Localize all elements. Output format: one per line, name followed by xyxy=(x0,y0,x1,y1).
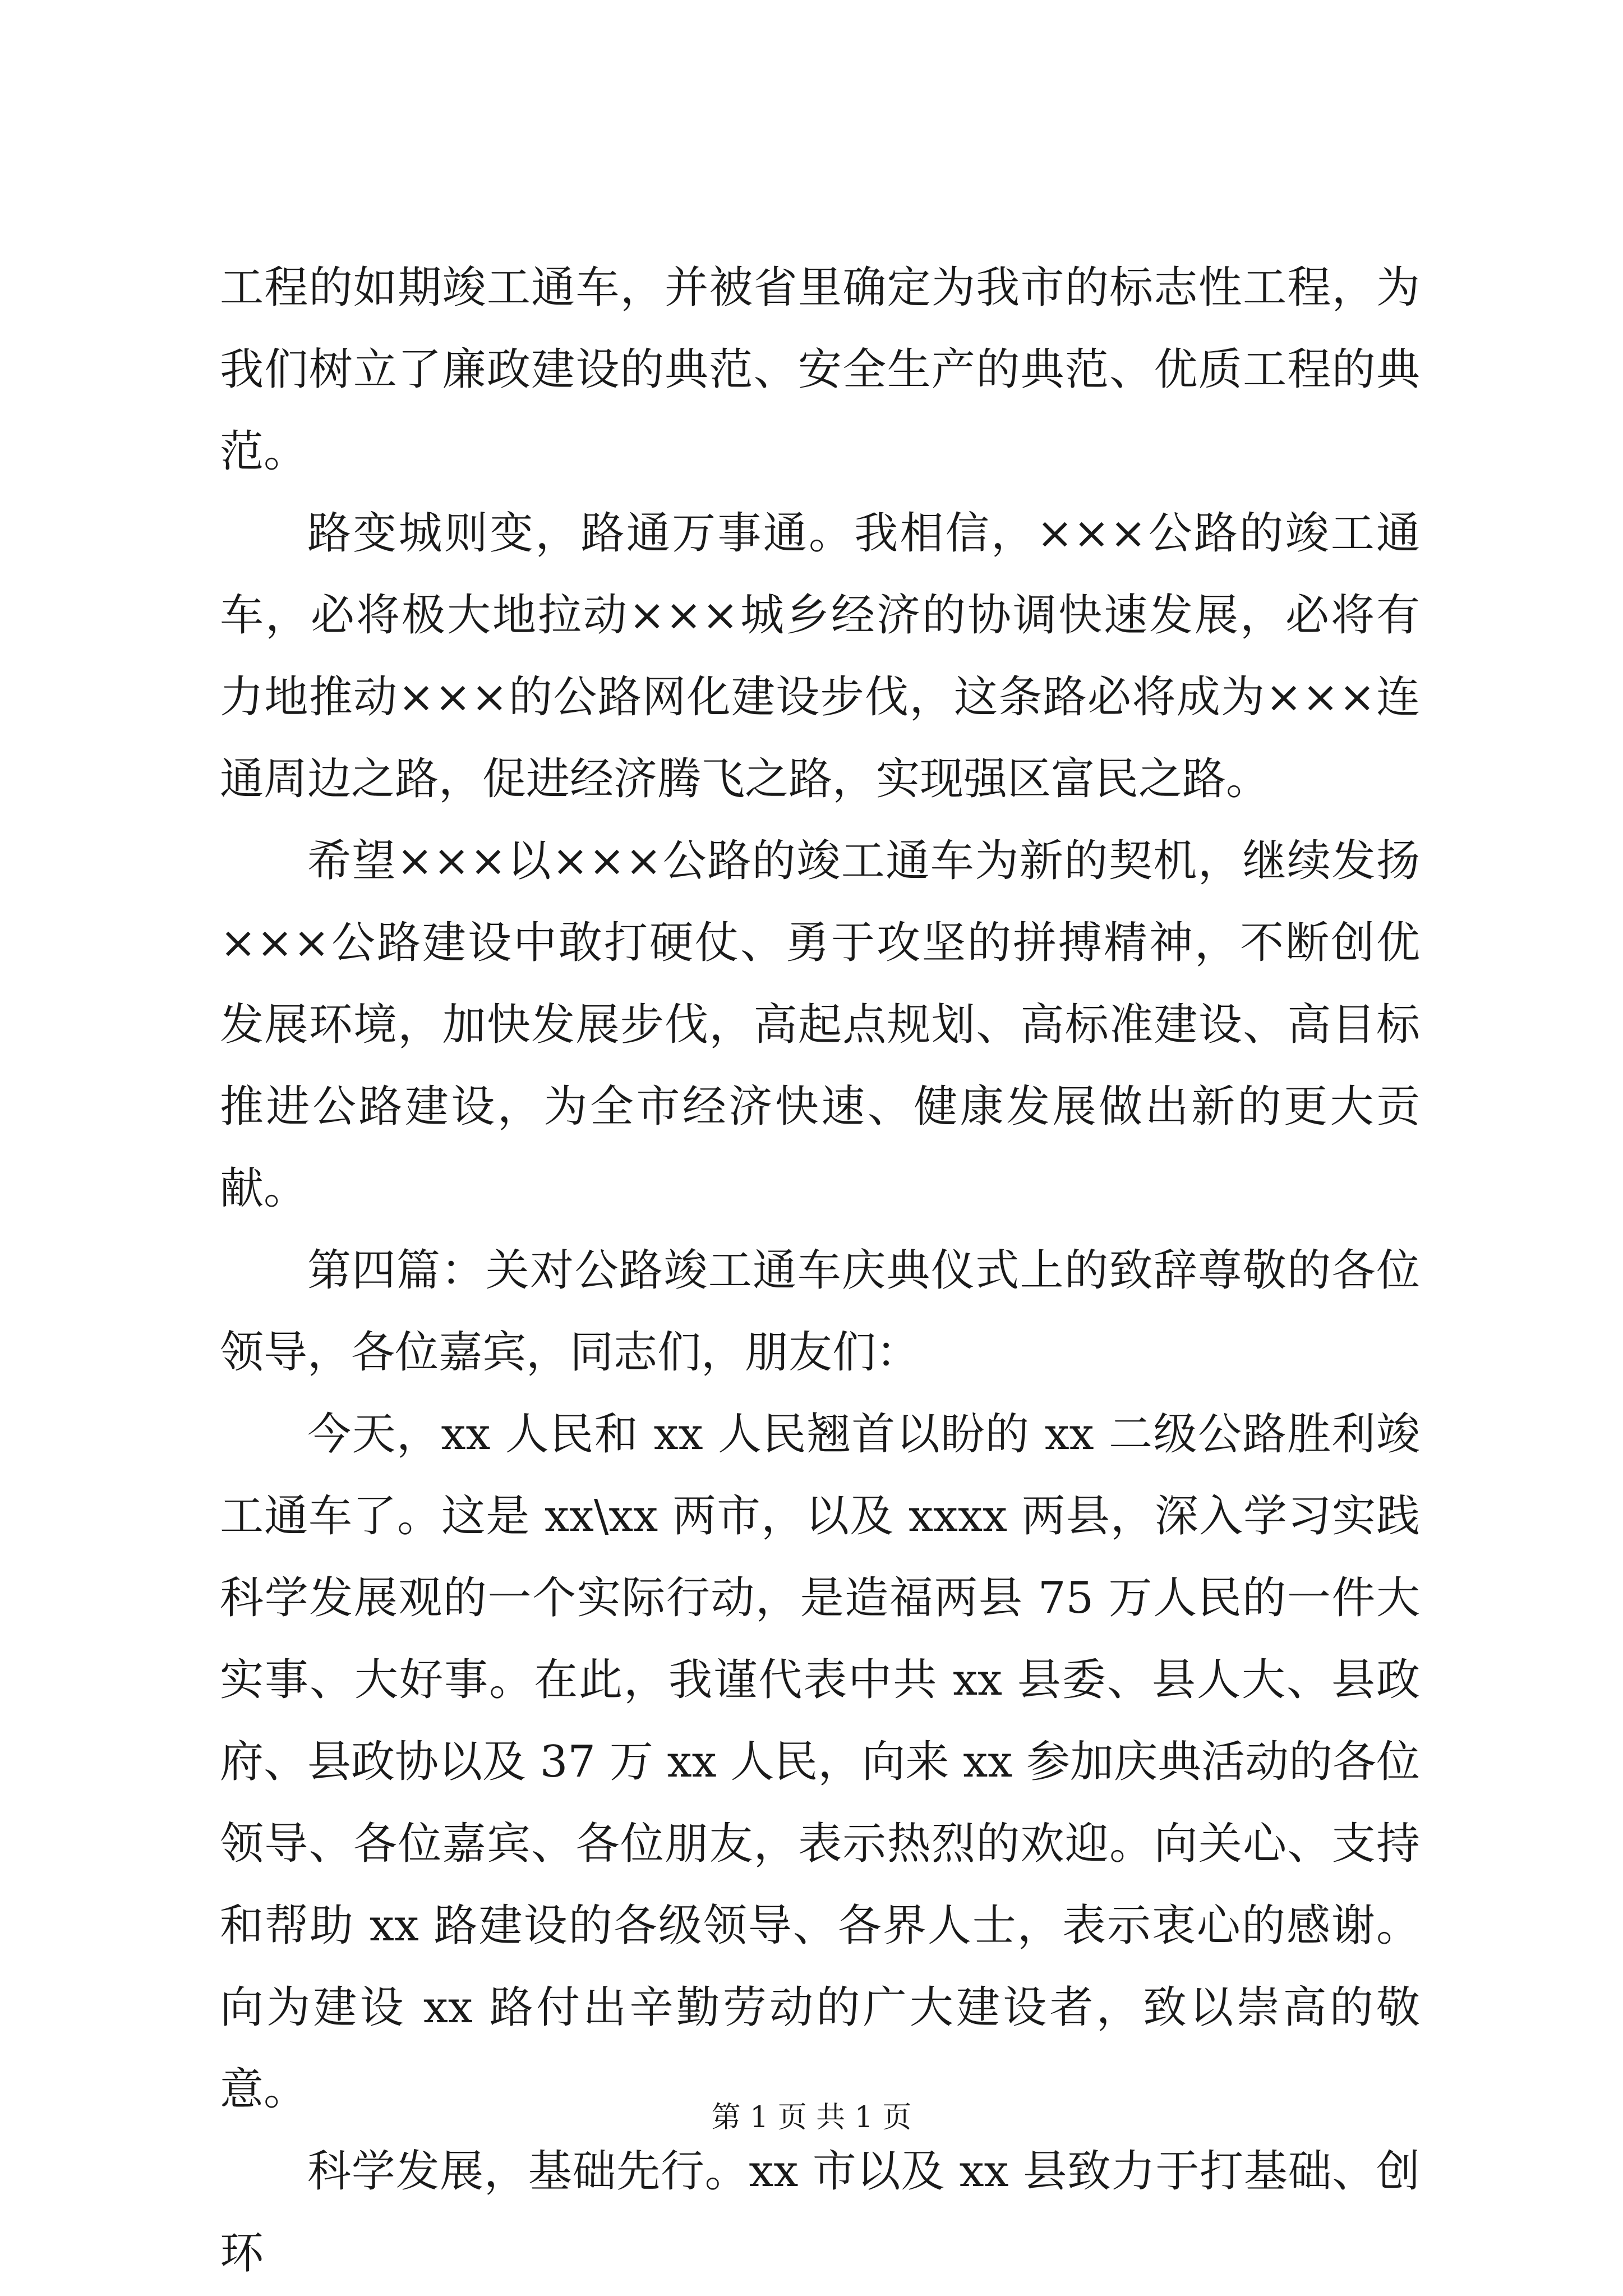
paragraph-5: 今天，xx 人民和 xx 人民翘首以盼的 xx 二级公路胜利竣工通车了。这是 xx\xx 两市，以及 xxxx 两县，深入学习实践科学发展观的一个实际行动，是造福两县 75 万人民的一件大实事、大好事。在此，我谨代表中共 xx 县委、县人大、县政府、县政协以及 37 万 xx 人民，向来 xx 参加庆典活动的各位领导、各位嘉宾、各位朋友，表示热烈的欢迎。向关心、支持和帮助 xx 路建设的各级领导、各界人士，表示衷心的感谢。向为建设 xx 路付出辛勤劳动的广大建设者，致以崇高的敬意。 xyxy=(220,1409,1420,2115)
page-number-label: 第 1 页 共 1 页 xyxy=(711,2101,912,2134)
paragraph-2: 路变城则变，路通万事通。我相信，×××公路的竣工通车，必将极大地拉动×××城乡经济的协调快速发展，必将有力地推动×××的公路网化建设步伐，这条路必将成为×××连通周边之路，促进经济腾飞之路，实现强区富民之路。 xyxy=(220,508,1420,804)
paragraph-1: 工程的如期竣工通车，并被省里确定为我市的标志性工程，为我们树立了廉政建设的典范、安全生产的典范、优质工程的典范。 xyxy=(220,263,1420,477)
paragraph-3: 希望×××以×××公路的竣工通车为新的契机，继续发扬×××公路建设中敢打硬仗、勇于攻坚的拼搏精神，不断创优发展环境，加快发展步伐，高起点规划、高标准建设、高目标推进公路建设，为全市经济快速、健康发展做出新的更大贡献。 xyxy=(220,836,1420,1214)
paragraph-6: 科学发展，基础先行。xx 市以及 xx 县致力于打基础、创环 xyxy=(220,2146,1420,2279)
page-footer xyxy=(0,2098,1623,2137)
document-body xyxy=(220,247,1420,2294)
paragraph-4-heading: 第四篇：关对公路竣工通车庆典仪式上的致辞尊敬的各位领导，各位嘉宾，同志们，朋友们： xyxy=(220,1245,1420,1378)
